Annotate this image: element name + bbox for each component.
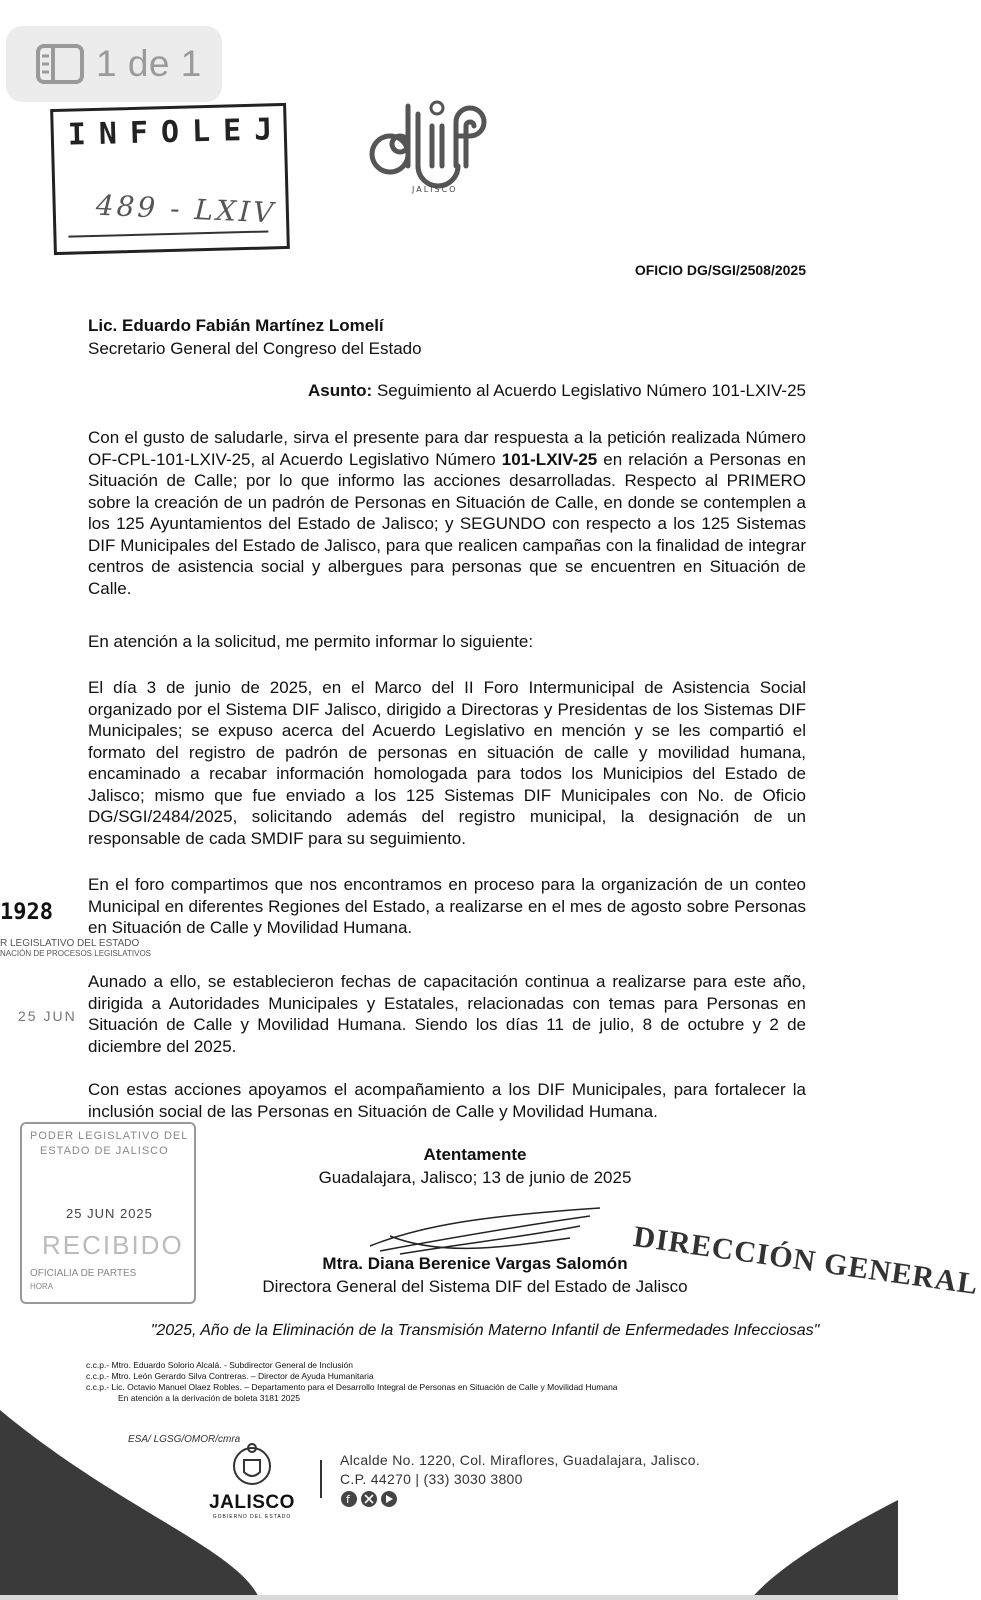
- dif-jalisco-logo: [360, 96, 510, 206]
- reception-number: 1928: [0, 900, 53, 925]
- footer-phone: C.P. 44270 | (33) 3030 3800: [340, 1471, 523, 1487]
- signer-name: Mtra. Diana Berenice Vargas Salomón: [322, 1254, 628, 1273]
- copy-note: En atención a la derivación de boleta 3181 2025: [118, 1393, 300, 1403]
- paragraph-training: Aunado a ello, se establecieron fechas de capacitación continua a realizarse para este año, dirigida a Autoridades Municipales y Estatales, relacionadas con temas para Personas en Situación de Calle y Movilidad Humana. Siendo los días 11 de julio, 8 de octubre y 2 de diciembre del 2025.: [88, 972, 806, 1056]
- reception-stamp-line: R LEGISLATIVO DEL ESTADO: [0, 938, 140, 949]
- reception-stamp-line: NACIÓN DE PROCESOS LEGISLATIVOS: [0, 949, 151, 958]
- infolej-stamp: [50, 103, 290, 255]
- page-indicator[interactable]: [6, 26, 222, 102]
- jalisco-logo: [202, 1440, 302, 1520]
- sidebar-toggle-icon: [36, 44, 84, 84]
- author-initials: ESA/ LGSG/OMOR/cmra: [128, 1434, 241, 1445]
- paragraph-forum: El día 3 de junio de 2025, en el Marco del II Foro Intermunicipal de Asistencia Social organizado por el Sistema DIF Jalisco, dirigido a Directoras y Presidentas de los Sistemas DIF Municipales; se expuso acerca del Acuerdo Legislativo en mención y se les compartió el formato del registro de padrón de personas en situación de calle y movilidad humana, encaminado a recabar información homologada para todos los Municipios del Estado de Jalisco; mismo que fue enviado a los 125 Sistemas DIF Municipales con No. de Oficio DG/SGI/2484/2025, solicitando además del registro municipal, la designación de un responsable de cada SMDIF para su seguimiento.: [88, 678, 806, 848]
- reception-stamp-line: ESTADO DE JALISCO: [40, 1145, 169, 1157]
- jalisco-logo-name: JALISCO: [209, 1492, 295, 1513]
- page-count: 1 de 1: [96, 43, 202, 84]
- jalisco-seal-icon: [222, 1440, 282, 1490]
- paragraph-count: En el foro compartimos que nos encontramos en proceso para la organización de un conteo Municipal en diferentes Regiones del Estado, a realizarse en el mes de agosto sobre Personas en Situación de Calle y Movilidad Humana.: [88, 875, 806, 937]
- copy-recipient: c.c.p.- Mtro. Eduardo Solorio Alcalá. - Subdirector General de Inclusión: [86, 1360, 353, 1370]
- subject-line: [308, 381, 806, 401]
- reception-stamp-line: OFICIALIA DE PARTES: [30, 1268, 137, 1279]
- recipient-name: Lic. Eduardo Fabián Martínez Lomelí: [88, 316, 384, 335]
- recipient-role: Secretario General del Congreso del Estado: [88, 339, 422, 358]
- footer-decoration: [0, 1390, 898, 1600]
- oficio-number: OFICIO DG/SGI/2508/2025: [634, 262, 806, 278]
- subject-text: Seguimiento al Acuerdo Legislativo Número 101-LXIV-25: [372, 381, 806, 400]
- jalisco-logo-sub: GOBIERNO DEL ESTADO: [212, 1514, 292, 1520]
- infolej-stamp-number: 489 - LXIV: [95, 188, 277, 230]
- youtube-icon: [381, 1491, 397, 1507]
- reception-stamp-date: 25 JUN: [18, 1008, 77, 1024]
- reception-stamp-received: RECIBIDO: [42, 1230, 184, 1260]
- subject-label: Asunto:: [308, 381, 373, 400]
- closing-salutation: Atentamente: [423, 1145, 527, 1164]
- svg-text:f: f: [346, 1493, 350, 1506]
- copy-recipient: c.c.p.- Mtro. León Gerardo Silva Contreras. – Director de Ayuda Humanitaria: [86, 1371, 374, 1381]
- svg-text:JALISCO: JALISCO: [412, 185, 458, 194]
- reception-stamp-bottom: [20, 1122, 196, 1304]
- signer-title: Directora General del Sistema DIF del Estado de Jalisco: [262, 1277, 688, 1296]
- paragraph-intro: Con el gusto de saludarle, sirva el presente para dar respuesta a la petición realizada Número OF-CPL-101-LXIV-25, al Acuerdo Legislativo Número 101-LXIV-25 en relación a Personas en Situación de Calle; por lo que informo las acciones desarrolladas. Respecto al PRIMERO sobre la creación de un padrón de Personas en Situación de Calle, en donde se contemplen a los 125 Ayuntamientos del Estado de Jalisco; y SEGUNDO con respecto a los 125 Sistemas DIF Municipales del Estado de Jalisco, para que realicen campañas con la finalidad de integrar centros de asistencia social y albergues para personas que se encuentren en Situación de Calle.: [88, 428, 806, 598]
- infolej-stamp-underline: [68, 230, 268, 237]
- reception-stamp-date: 25 JUN 2025: [66, 1206, 153, 1221]
- reception-stamp-line: PODER LEGISLATIVO DEL: [30, 1130, 189, 1142]
- copy-recipient: c.c.p.- Lic. Octavio Manuel Olaez Robles. – Departamento para el Desarrollo Integral de Personas en Situación de Calle y Movilidad Humana: [86, 1382, 618, 1392]
- closing-place-date: Guadalajara, Jalisco; 13 de junio de 2025: [318, 1168, 632, 1187]
- direccion-general-stamp: DIRECCIÓN GENERAL: [631, 1220, 981, 1302]
- infolej-stamp-title: INFOLEJ: [67, 111, 286, 153]
- year-motto: "2025, Año de la Eliminación de la Transmisión Materno Infantil de Enfermedades Infecciosas": [150, 1322, 820, 1339]
- reception-stamp-left: [0, 900, 190, 1098]
- footer-address: Alcalde No. 1220, Col. Miraflores, Guadalajara, Jalisco.: [340, 1452, 700, 1468]
- paragraph-attention: En atención a la solicitud, me permito informar lo siguiente:: [88, 632, 534, 651]
- footer-social-icons: [340, 1490, 410, 1508]
- footer-divider: [320, 1460, 322, 1498]
- x-icon: [361, 1491, 377, 1507]
- paragraph-closing: Con estas acciones apoyamos el acompañamiento a los DIF Municipales, para fortalecer la inclusión social de las Personas en Situación de Calle y Movilidad Humana.: [88, 1080, 806, 1121]
- facebook-icon: [341, 1491, 357, 1507]
- reception-stamp-line: HORA: [30, 1282, 54, 1291]
